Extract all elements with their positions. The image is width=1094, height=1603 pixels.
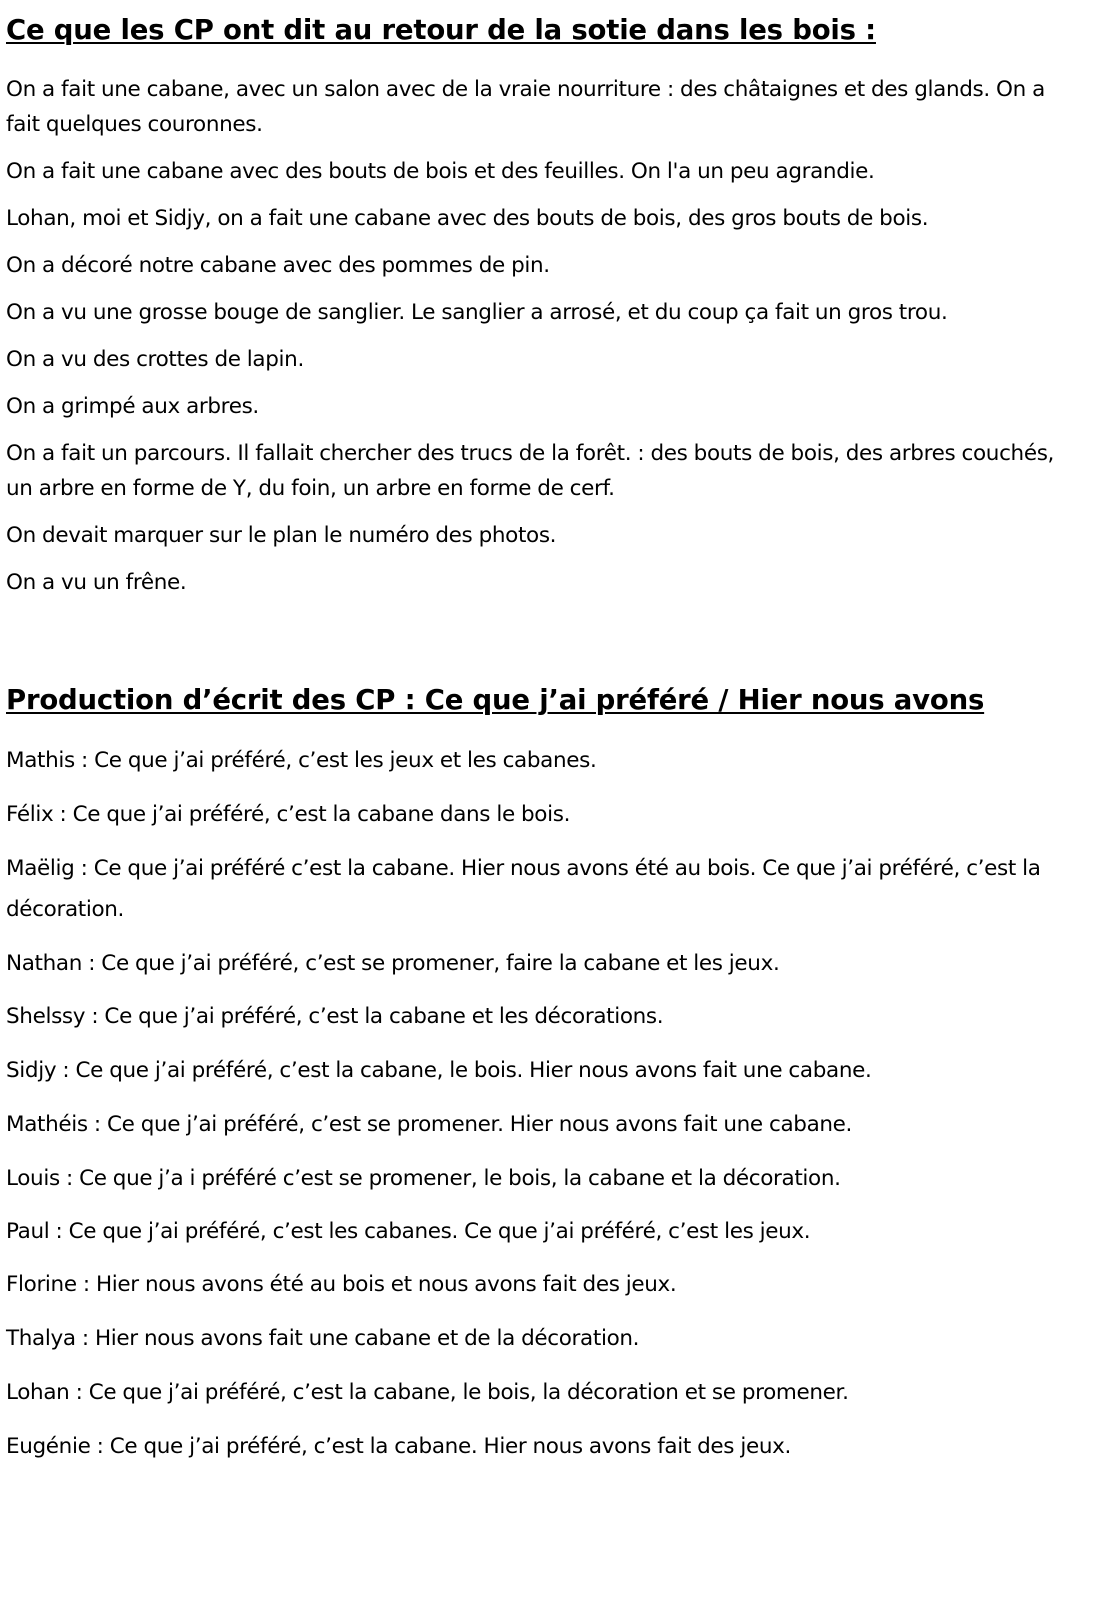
- section-2-paragraph-3: Maëlig : Ce que j’ai préféré c’est la cabane. Hier nous avons été au bois. Ce que j’ai préféré, c’est la décoration.: [6, 856, 1041, 922]
- section-1-paragraph-1: On a fait une cabane, avec un salon avec de la vraie nourriture : des châtaignes et des glands. On a fait quelques couronnes.: [6, 77, 1045, 137]
- section-1-paragraph-9: On devait marquer sur le plan le numéro des photos.: [6, 523, 557, 548]
- section-2-paragraph-6: Sidjy : Ce que j’ai préféré, c’est la cabane, le bois. Hier nous avons fait une cabane.: [6, 1058, 872, 1083]
- section-1-paragraph-8: On a fait un parcours. Il fallait chercher des trucs de la forêt. : des bouts de bois, des arbres couchés, un arbre en forme de Y, du foin, un arbre en forme de cerf.: [6, 441, 1055, 501]
- section-1-paragraph-6: On a vu des crottes de lapin.: [6, 347, 304, 372]
- section-2-paragraph-13: Eugénie : Ce que j’ai préféré, c’est la cabane. Hier nous avons fait des jeux.: [6, 1434, 791, 1459]
- section-2-paragraph-12: Lohan : Ce que j’ai préféré, c’est la cabane, le bois, la décoration et se promener.: [6, 1380, 849, 1405]
- section-1-paragraph-3: Lohan, moi et Sidjy, on a fait une cabane avec des bouts de bois, des gros bouts de bois.: [6, 206, 929, 231]
- section-2-paragraph-8: Louis : Ce que j’a i préféré c’est se promener, le bois, la cabane et la décoration.: [6, 1166, 841, 1191]
- section-1-paragraph-7: On a grimpé aux arbres.: [6, 394, 259, 419]
- section-2-paragraph-11: Thalya : Hier nous avons fait une cabane et de la décoration.: [6, 1326, 640, 1351]
- section-2-paragraph-1: Mathis : Ce que j’ai préféré, c’est les jeux et les cabanes.: [6, 748, 597, 773]
- section-2-paragraph-9: Paul : Ce que j’ai préféré, c’est les cabanes. Ce que j’ai préféré, c’est les jeux.: [6, 1219, 811, 1244]
- section-1-paragraph-10: On a vu un frêne.: [6, 570, 187, 595]
- section-2-paragraph-7: Mathéis : Ce que j’ai préféré, c’est se promener. Hier nous avons fait une cabane.: [6, 1112, 853, 1137]
- section-1-paragraph-5: On a vu une grosse bouge de sanglier. Le sanglier a arrosé, et du coup ça fait un gros trou.: [6, 300, 948, 325]
- section-1-paragraph-4: On a décoré notre cabane avec des pommes de pin.: [6, 253, 550, 278]
- section-2-paragraph-2: Félix : Ce que j’ai préféré, c’est la cabane dans le bois.: [6, 802, 571, 827]
- section-2-paragraph-4: Nathan : Ce que j’ai préféré, c’est se promener, faire la cabane et les jeux.: [6, 951, 780, 976]
- section-2-paragraph-10: Florine : Hier nous avons été au bois et nous avons fait des jeux.: [6, 1272, 677, 1297]
- section-2-title: Production d’écrit des CP : Ce que j’ai préféré / Hier nous avons: [6, 684, 985, 716]
- section-2-paragraph-5: Shelssy : Ce que j’ai préféré, c’est la cabane et les décorations.: [6, 1004, 664, 1029]
- section-1-title: Ce que les CP ont dit au retour de la sotie dans les bois :: [6, 14, 876, 46]
- section-1-paragraph-2: On a fait une cabane avec des bouts de bois et des feuilles. On l'a un peu agrandie.: [6, 159, 875, 184]
